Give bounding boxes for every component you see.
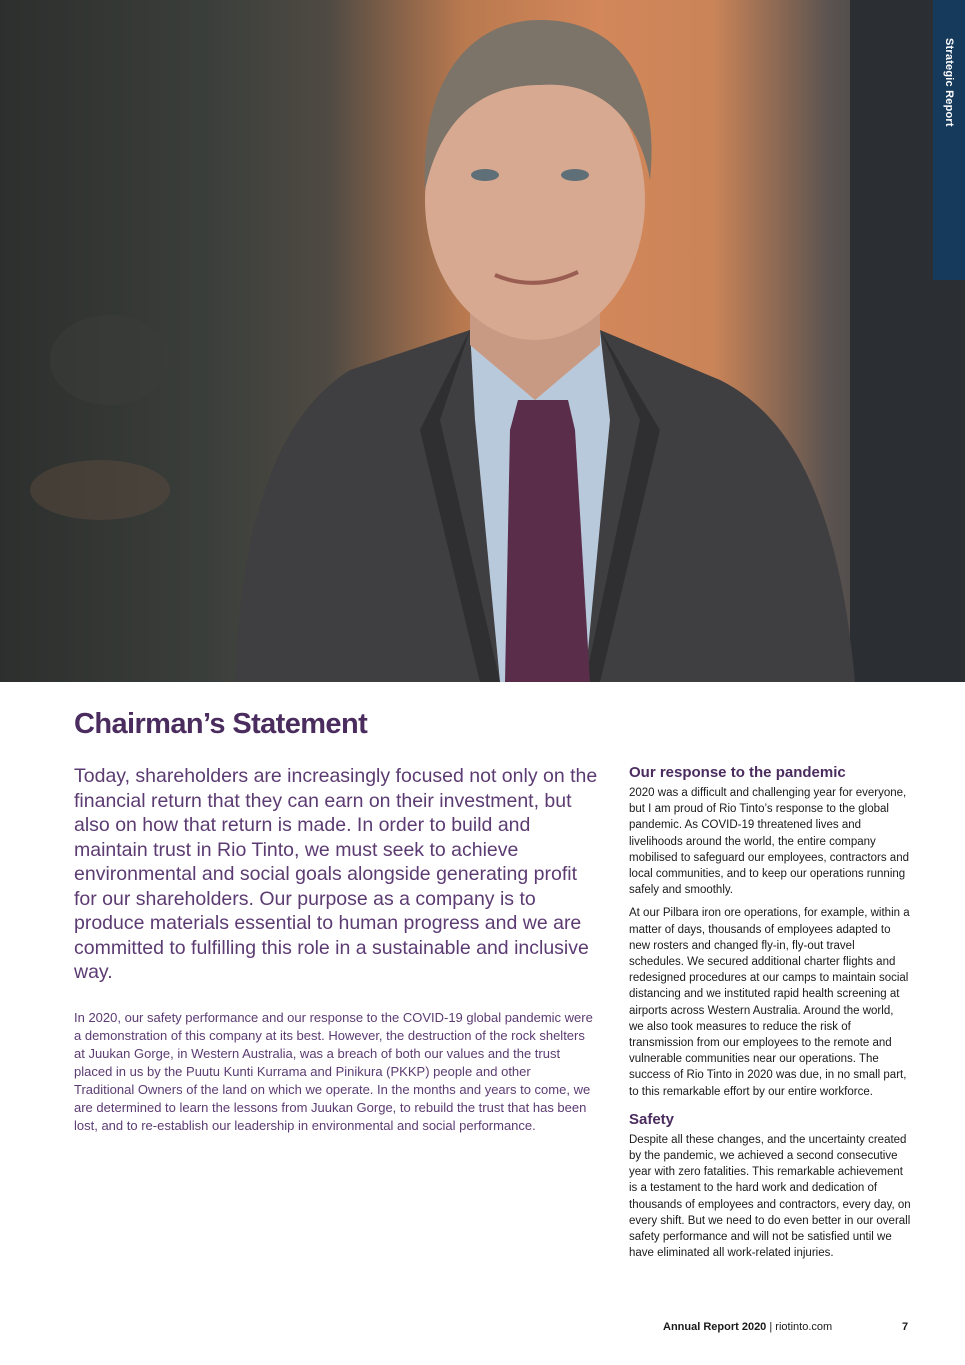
pandemic-heading: Our response to the pandemic <box>629 764 846 781</box>
intro-paragraph: In 2020, our safety performance and our response to the COVID-19 global pandemic were a demonstration of this company at its best. However, the destruction of the rock shelters at Juukan Gorge, in Western Australia, was a breach of both our values and the trust placed in us by the Puutu Kunti Kurrama and Pinikura (PKKP) people and other Traditional Owners of the land on which we operate. In the months and years to come, we are determined to learn the lessons from Juukan Gorge, to rebuild the trust that has been lost, and to re-establish our leadership in environmental and social performance. <box>74 1010 593 1133</box>
footer-report-title: Annual Report 2020 <box>663 1321 767 1333</box>
page-title: Chairman’s Statement <box>74 708 368 740</box>
page-number: 7 <box>902 1321 909 1333</box>
safety-heading: Safety <box>629 1110 675 1128</box>
footer-site-link[interactable]: riotinto.com <box>775 1321 833 1333</box>
footer-separator: | <box>766 1321 776 1333</box>
lead-paragraph: Today, shareholders are increasingly focused not only on the financial return that they can earn on their investment, but also on how that return is made. In order to build and maintain trust in Rio Tinto, we must seek to achieve environmental and social goals alongside generating profit for our shareholders. Our purpose as a company is to produce materials essential to human progress and we are committed to fulfilling this role in a sustainable and inclusive way. <box>74 765 598 983</box>
chairman-photo <box>0 0 965 682</box>
right-column <box>629 764 911 1268</box>
pandemic-paragraph-1: 2020 was a difficult and challenging year for everyone, but I am proud of Rio Tinto’s response to the global pandemic. As COVID-19 threatened lives and livelihoods around the world, the entire company mobilised to safeguard our employees, contractors and local communities, and to keep our operations running safely and smoothly. <box>629 787 909 897</box>
safety-paragraph-1: Despite all these changes, and the uncertainty created by the pandemic, we achieved a second consecutive year with zero fatalities. This remarkable achievement is a testament to the hard work and dedication of thousands of employees and contractors, every day, on every shift. But we need to do even better in our overall safety performance and will not be satisfied until we have eliminated all work-related injuries. <box>629 1133 911 1260</box>
section-tab-label: Strategic Report <box>943 38 955 127</box>
pandemic-paragraph-2: At our Pilbara iron ore operations, for example, within a matter of days, thousands of employees adapted to new rosters and changed fly-in, fly-out travel schedules. We secured additional charter flights and redesigned procedures at our camps to maintain social distancing and we instituted rapid health screening at airports across Western Australia. Around the world, we also took measures to reduce the risk of transmission from our employees to the remote and vulnerable communities near our operations. The success of Rio Tinto in 2020 was due, in no small part, to this remarkable effort by our entire workforce. <box>629 907 910 1098</box>
section-tab-strategic-report[interactable] <box>933 0 965 280</box>
footer <box>663 1321 832 1333</box>
